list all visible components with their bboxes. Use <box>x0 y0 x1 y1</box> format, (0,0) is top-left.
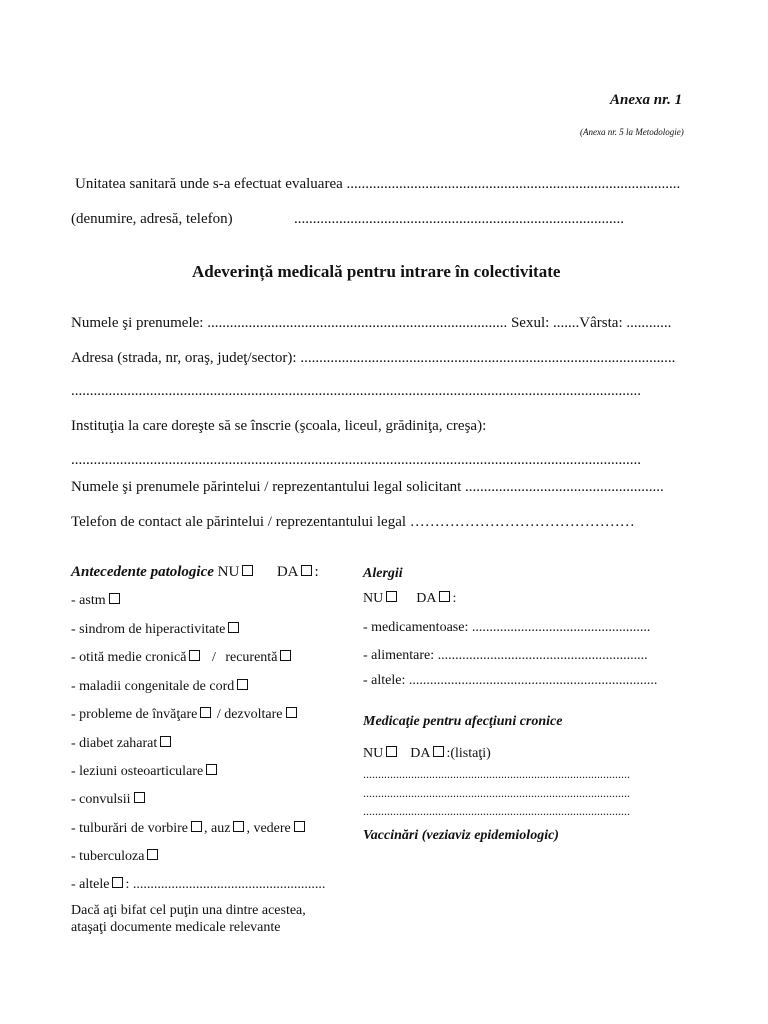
alergii-da-label: DA <box>416 591 437 606</box>
attach-note-line1: Dacă aţi bifat cel puţin una dintre acestea, <box>71 903 306 918</box>
institution-continuation: ........................................................................................................................................................ <box>71 452 641 468</box>
medicatie-title: Medicaţie pentru afecţiuni cronice <box>363 714 563 729</box>
astm-checkbox[interactable] <box>109 593 120 604</box>
convulsii-item <box>71 792 147 808</box>
address-continuation: ........................................................................................................................................................ <box>71 383 641 399</box>
alergii-nu-label: NU <box>363 591 384 606</box>
altele-checkbox[interactable] <box>112 877 123 888</box>
cord-checkbox[interactable] <box>237 679 248 690</box>
vorbire-item <box>71 821 307 837</box>
alergii-colon: : <box>452 591 457 606</box>
medicatie-nu-label: NU <box>363 746 384 761</box>
antecedents-da-checkbox[interactable] <box>301 565 312 576</box>
convulsii-checkbox[interactable] <box>134 792 145 803</box>
tbc-label: - tuberculoza <box>71 849 145 864</box>
medicatie-da-label: DA <box>410 746 431 761</box>
recurenta-checkbox[interactable] <box>280 650 291 661</box>
astm-label: - astm <box>71 593 106 608</box>
hiperactivitate-label: - sindrom de hiperactivitate <box>71 622 226 637</box>
name-field: Numele şi prenumele: ................................................................................ Sexul: .......Vârsta: ............ <box>71 315 672 331</box>
leziuni-item <box>71 764 219 780</box>
alergii-title: Alergii <box>363 566 403 581</box>
antecedents-da-label: DA <box>276 564 299 580</box>
tbc-checkbox[interactable] <box>147 849 158 860</box>
hiperactivitate-checkbox[interactable] <box>228 622 239 633</box>
parent-name-field: Numele şi prenumele părintelui / reprezentantului legal solicitant ..................................................... <box>71 479 664 495</box>
alergii-da-checkbox[interactable] <box>439 591 450 602</box>
invatare-item <box>71 707 299 723</box>
alergii-nu-checkbox[interactable] <box>386 591 397 602</box>
vedere-checkbox[interactable] <box>294 821 305 832</box>
diabet-label: - diabet zaharat <box>71 736 158 751</box>
otita-item <box>71 650 293 666</box>
altele-dots: : ....................................................... <box>125 877 326 892</box>
cord-item <box>71 679 250 695</box>
attach-note-line2: ataşaţi documente medicale relevante <box>71 920 281 935</box>
antecedents-nu-label: NU <box>217 564 240 580</box>
medicatie-nu-checkbox[interactable] <box>386 746 397 757</box>
astm-item <box>71 593 122 609</box>
vedere-label: , vedere <box>246 821 291 836</box>
alergii-choice <box>363 591 456 607</box>
medicatie-dots-3: ......................................................................................... <box>363 804 630 818</box>
anexa-label: Anexa nr. 1 <box>610 92 683 108</box>
alimentare-field: - alimentare: ............................................................ <box>363 648 648 663</box>
cord-label: - maladii congenitale de cord <box>71 679 235 694</box>
medicatie-dots-2: ......................................................................................... <box>363 786 630 800</box>
altele-item <box>71 877 325 893</box>
leziuni-checkbox[interactable] <box>206 764 217 775</box>
diabet-checkbox[interactable] <box>160 736 171 747</box>
antecedents-heading <box>71 564 319 581</box>
tbc-item <box>71 849 160 865</box>
vorbire-label: - tulburări de vorbire <box>71 821 189 836</box>
alergii-altele-field: - altele: ....................................................................... <box>363 673 658 688</box>
altele-label: - altele <box>71 877 110 892</box>
otita-label: - otită medie cronică <box>71 650 187 665</box>
medicatie-da-checkbox[interactable] <box>433 746 444 757</box>
otita-checkbox[interactable] <box>189 650 200 661</box>
antecedents-colon: : <box>314 564 319 580</box>
dezvoltare-checkbox[interactable] <box>286 707 297 718</box>
medicatie-listati: :(listaţi) <box>446 746 491 761</box>
antecedents-nu-checkbox[interactable] <box>242 565 253 576</box>
address-field: Adresa (strada, nr, oraş, judeţ/sector): .................................................................................................... <box>71 350 676 366</box>
invatare-label: - probleme de învăţare <box>71 707 198 722</box>
hiperactivitate-item <box>71 622 241 638</box>
leziuni-label: - leziuni osteoarticulare <box>71 764 204 779</box>
auz-label: , auz <box>204 821 231 836</box>
unit-details-dots: ........................................................................................ <box>294 211 624 227</box>
medicatie-dots-1: ......................................................................................... <box>363 767 630 781</box>
unit-details-label: (denumire, adresă, telefon) <box>71 211 233 227</box>
invatare-checkbox[interactable] <box>200 707 211 718</box>
institution-field: Instituţia la care doreşte să se înscrie (şcoala, liceul, grădiniţa, creşa): <box>71 418 487 434</box>
recurenta-label: recurentă <box>225 650 278 665</box>
dezvoltare-label: / dezvoltare <box>216 707 283 722</box>
medicatie-choice <box>363 746 491 762</box>
auz-checkbox[interactable] <box>233 821 244 832</box>
diabet-item <box>71 736 173 752</box>
anexa-sublabel: (Anexa nr. 5 la Metodologie) <box>580 127 684 137</box>
unit-line: Unitatea sanitară unde s-a efectuat evaluarea ......................................................................................... <box>75 176 681 192</box>
antecedents-title: Antecedente patologice <box>71 564 214 580</box>
document-title: Adeverință medicală pentru intrare în colectivitate <box>192 262 561 281</box>
convulsii-label: - convulsii <box>71 792 131 807</box>
vorbire-checkbox[interactable] <box>191 821 202 832</box>
medicamentoase-field: - medicamentoase: ................................................... <box>363 620 651 635</box>
vaccinari-title: Vaccinări (veziaviz epidemiologic) <box>363 828 559 843</box>
otita-slash: / <box>211 650 216 665</box>
parent-phone-field: Telefon de contact ale părintelui / reprezentantului legal ……………………………………… <box>71 514 635 530</box>
